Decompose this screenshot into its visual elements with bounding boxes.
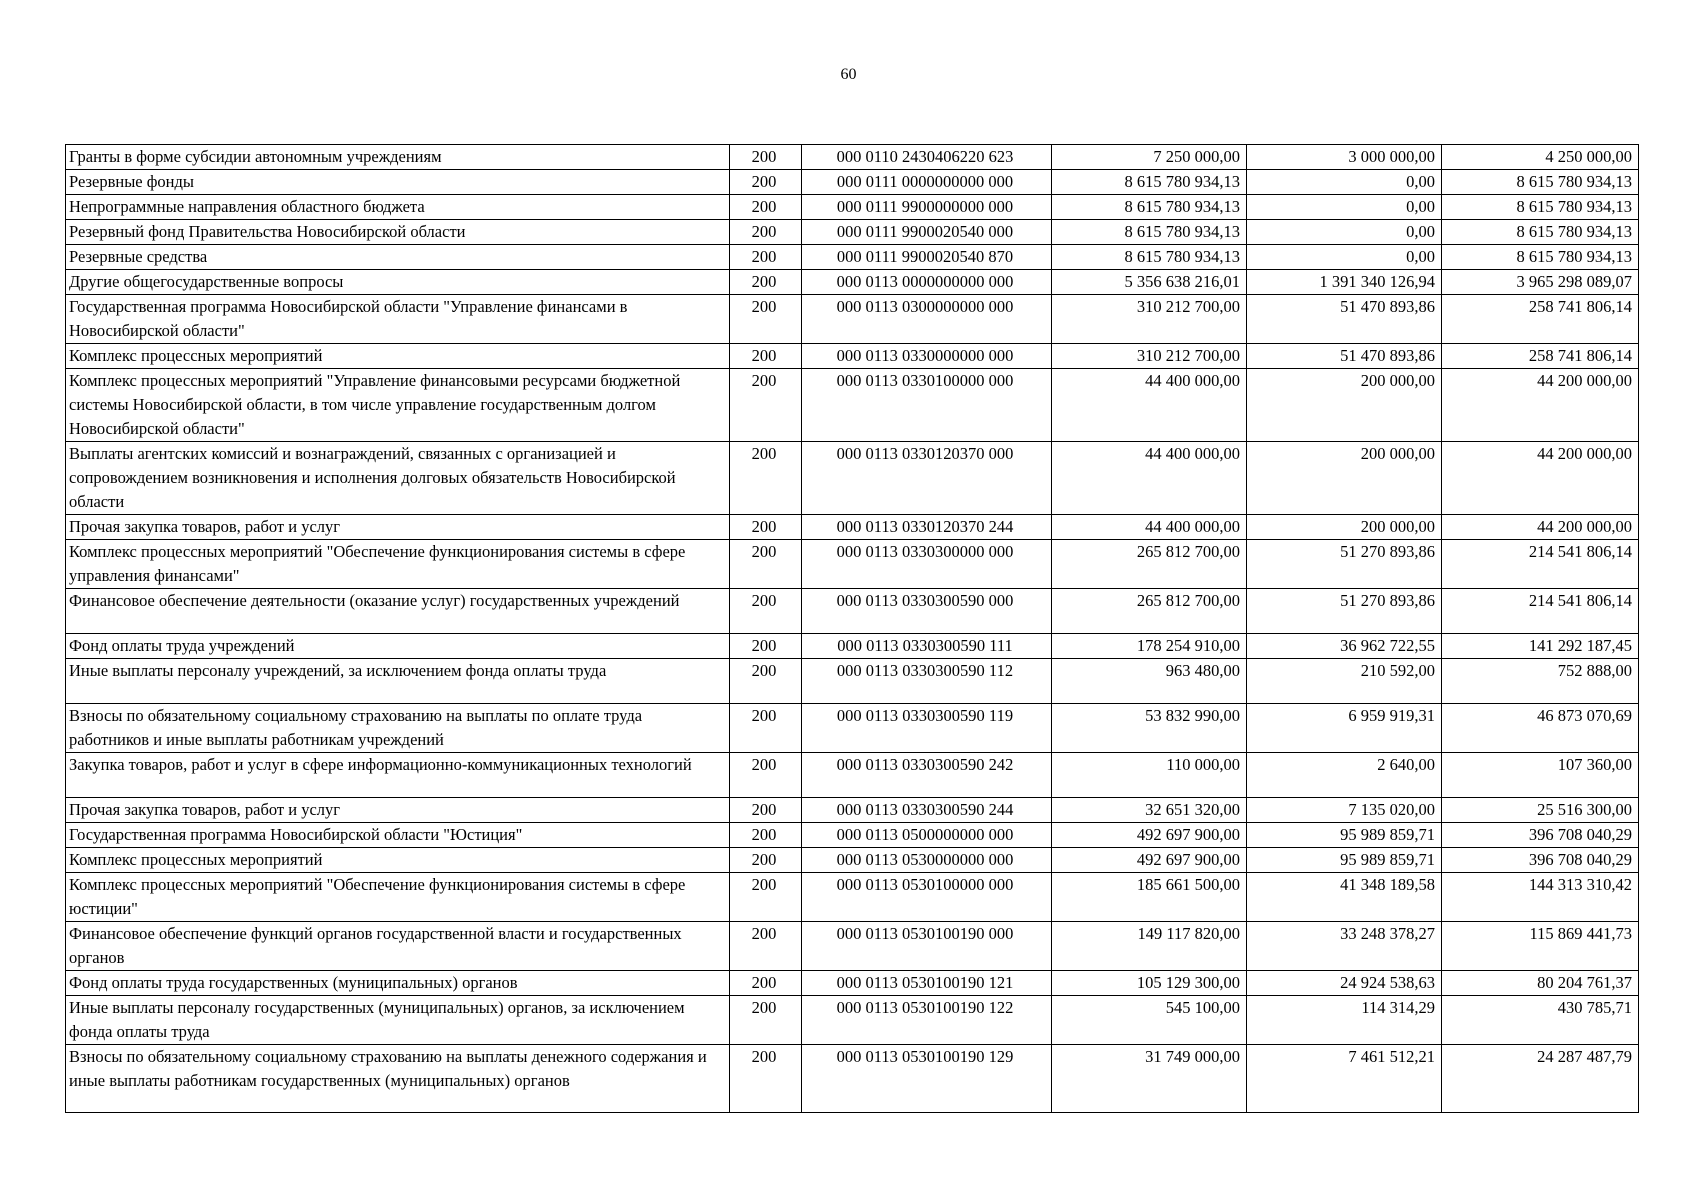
row-code-cell: 200 — [730, 873, 802, 922]
row-code-cell: 200 — [730, 823, 802, 848]
row-approved-cell: 310 212 700,00 — [1052, 295, 1247, 344]
row-remaining-cell: 80 204 761,37 — [1442, 971, 1639, 996]
row-code-cell: 200 — [730, 195, 802, 220]
row-name-cell: Гранты в форме субсидии автономным учреждениям — [66, 145, 730, 170]
row-approved-cell: 265 812 700,00 — [1052, 589, 1247, 634]
row-approved-cell: 8 615 780 934,13 — [1052, 245, 1247, 270]
row-classification-cell: 000 0111 9900000000 000 — [802, 195, 1052, 220]
row-remaining-cell: 258 741 806,14 — [1442, 344, 1639, 369]
row-remaining-cell: 396 708 040,29 — [1442, 823, 1639, 848]
row-remaining-cell: 752 888,00 — [1442, 659, 1639, 704]
table-row — [66, 704, 1639, 753]
row-code-cell: 200 — [730, 798, 802, 823]
row-classification-cell: 000 0113 0530100190 121 — [802, 971, 1052, 996]
row-code-cell: 200 — [730, 540, 802, 589]
row-executed-cell: 7 135 020,00 — [1247, 798, 1442, 823]
row-classification-cell: 000 0113 0330120370 244 — [802, 515, 1052, 540]
row-name-cell: Прочая закупка товаров, работ и услуг — [66, 798, 730, 823]
table-row — [66, 220, 1639, 245]
table-row — [66, 515, 1639, 540]
row-approved-cell: 178 254 910,00 — [1052, 634, 1247, 659]
row-classification-cell: 000 0113 0330000000 000 — [802, 344, 1052, 369]
row-executed-cell: 3 000 000,00 — [1247, 145, 1442, 170]
table-row — [66, 848, 1639, 873]
row-code-cell: 200 — [730, 515, 802, 540]
table-row — [66, 270, 1639, 295]
table-row — [66, 659, 1639, 704]
row-approved-cell: 8 615 780 934,13 — [1052, 195, 1247, 220]
row-classification-cell: 000 0113 0330300590 112 — [802, 659, 1052, 704]
row-approved-cell: 105 129 300,00 — [1052, 971, 1247, 996]
row-remaining-cell: 8 615 780 934,13 — [1442, 245, 1639, 270]
row-executed-cell: 6 959 919,31 — [1247, 704, 1442, 753]
row-executed-cell: 200 000,00 — [1247, 515, 1442, 540]
row-name-cell: Комплекс процессных мероприятий "Обеспечение функционирования системы в сфере управления финансами" — [66, 540, 730, 589]
row-name-cell: Закупка товаров, работ и услуг в сфере информационно-коммуникационных технологий — [66, 753, 730, 798]
row-code-cell: 200 — [730, 996, 802, 1045]
budget-table-body — [66, 145, 1639, 1113]
row-code-cell: 200 — [730, 442, 802, 515]
row-name-cell: Резервный фонд Правительства Новосибирской области — [66, 220, 730, 245]
row-classification-cell: 000 0111 9900020540 000 — [802, 220, 1052, 245]
row-name-cell: Взносы по обязательному социальному страхованию на выплаты денежного содержания и иные выплаты работникам государственных (муниципальных) органов — [66, 1045, 730, 1113]
row-classification-cell: 000 0113 0530100000 000 — [802, 873, 1052, 922]
table-row — [66, 295, 1639, 344]
row-name-cell: Финансовое обеспечение деятельности (оказание услуг) государственных учреждений — [66, 589, 730, 634]
row-code-cell: 200 — [730, 753, 802, 798]
row-approved-cell: 44 400 000,00 — [1052, 369, 1247, 442]
row-code-cell: 200 — [730, 704, 802, 753]
row-remaining-cell: 44 200 000,00 — [1442, 515, 1639, 540]
row-classification-cell: 000 0113 0530100190 000 — [802, 922, 1052, 971]
row-name-cell: Государственная программа Новосибирской области "Управление финансами в Новосибирской области" — [66, 295, 730, 344]
row-classification-cell: 000 0113 0330300000 000 — [802, 540, 1052, 589]
row-remaining-cell: 8 615 780 934,13 — [1442, 195, 1639, 220]
row-code-cell: 200 — [730, 369, 802, 442]
row-executed-cell: 0,00 — [1247, 195, 1442, 220]
row-approved-cell: 265 812 700,00 — [1052, 540, 1247, 589]
row-classification-cell: 000 0110 2430406220 623 — [802, 145, 1052, 170]
row-remaining-cell: 396 708 040,29 — [1442, 848, 1639, 873]
row-approved-cell: 8 615 780 934,13 — [1052, 220, 1247, 245]
table-row — [66, 753, 1639, 798]
row-remaining-cell: 46 873 070,69 — [1442, 704, 1639, 753]
table-row — [66, 823, 1639, 848]
row-executed-cell: 210 592,00 — [1247, 659, 1442, 704]
row-approved-cell: 31 749 000,00 — [1052, 1045, 1247, 1113]
row-classification-cell: 000 0113 0330300590 111 — [802, 634, 1052, 659]
row-approved-cell: 32 651 320,00 — [1052, 798, 1247, 823]
row-approved-cell: 5 356 638 216,01 — [1052, 270, 1247, 295]
row-executed-cell: 2 640,00 — [1247, 753, 1442, 798]
row-name-cell: Резервные фонды — [66, 170, 730, 195]
row-remaining-cell: 141 292 187,45 — [1442, 634, 1639, 659]
row-classification-cell: 000 0113 0530100190 129 — [802, 1045, 1052, 1113]
row-classification-cell: 000 0113 0000000000 000 — [802, 270, 1052, 295]
row-executed-cell: 0,00 — [1247, 170, 1442, 195]
row-name-cell: Комплекс процессных мероприятий "Управление финансовыми ресурсами бюджетной системы Новосибирской области, в том числе управление государственным долгом Новосибирской области" — [66, 369, 730, 442]
row-executed-cell: 1 391 340 126,94 — [1247, 270, 1442, 295]
row-remaining-cell: 430 785,71 — [1442, 996, 1639, 1045]
row-classification-cell: 000 0113 0330300590 244 — [802, 798, 1052, 823]
row-classification-cell: 000 0113 0300000000 000 — [802, 295, 1052, 344]
row-executed-cell: 41 348 189,58 — [1247, 873, 1442, 922]
row-executed-cell: 7 461 512,21 — [1247, 1045, 1442, 1113]
row-code-cell: 200 — [730, 659, 802, 704]
budget-table — [65, 144, 1639, 1113]
row-remaining-cell: 25 516 300,00 — [1442, 798, 1639, 823]
row-executed-cell: 51 470 893,86 — [1247, 295, 1442, 344]
row-code-cell: 200 — [730, 344, 802, 369]
row-name-cell: Прочая закупка товаров, работ и услуг — [66, 515, 730, 540]
row-remaining-cell: 8 615 780 934,13 — [1442, 170, 1639, 195]
table-row — [66, 369, 1639, 442]
table-row — [66, 1045, 1639, 1113]
row-executed-cell: 200 000,00 — [1247, 369, 1442, 442]
row-remaining-cell: 8 615 780 934,13 — [1442, 220, 1639, 245]
row-executed-cell: 24 924 538,63 — [1247, 971, 1442, 996]
row-remaining-cell: 4 250 000,00 — [1442, 145, 1639, 170]
row-code-cell: 200 — [730, 245, 802, 270]
row-code-cell: 200 — [730, 848, 802, 873]
row-classification-cell: 000 0113 0330120370 000 — [802, 442, 1052, 515]
row-remaining-cell: 214 541 806,14 — [1442, 540, 1639, 589]
row-executed-cell: 51 270 893,86 — [1247, 589, 1442, 634]
row-approved-cell: 53 832 990,00 — [1052, 704, 1247, 753]
row-remaining-cell: 44 200 000,00 — [1442, 442, 1639, 515]
row-remaining-cell: 214 541 806,14 — [1442, 589, 1639, 634]
row-code-cell: 200 — [730, 634, 802, 659]
row-approved-cell: 44 400 000,00 — [1052, 515, 1247, 540]
row-classification-cell: 000 0113 0500000000 000 — [802, 823, 1052, 848]
row-approved-cell: 545 100,00 — [1052, 996, 1247, 1045]
row-name-cell: Комплекс процессных мероприятий "Обеспечение функционирования системы в сфере юстиции" — [66, 873, 730, 922]
row-name-cell: Другие общегосударственные вопросы — [66, 270, 730, 295]
row-name-cell: Иные выплаты персоналу государственных (муниципальных) органов, за исключением фонда оплаты труда — [66, 996, 730, 1045]
row-approved-cell: 185 661 500,00 — [1052, 873, 1247, 922]
row-remaining-cell: 144 313 310,42 — [1442, 873, 1639, 922]
row-approved-cell: 149 117 820,00 — [1052, 922, 1247, 971]
row-executed-cell: 51 270 893,86 — [1247, 540, 1442, 589]
row-classification-cell: 000 0111 9900020540 870 — [802, 245, 1052, 270]
table-row — [66, 971, 1639, 996]
row-executed-cell: 0,00 — [1247, 245, 1442, 270]
row-name-cell: Резервные средства — [66, 245, 730, 270]
row-remaining-cell: 258 741 806,14 — [1442, 295, 1639, 344]
row-name-cell: Непрограммные направления областного бюджета — [66, 195, 730, 220]
row-approved-cell: 7 250 000,00 — [1052, 145, 1247, 170]
table-row — [66, 195, 1639, 220]
row-classification-cell: 000 0113 0330300590 119 — [802, 704, 1052, 753]
table-row — [66, 589, 1639, 634]
table-row — [66, 873, 1639, 922]
row-code-cell: 200 — [730, 589, 802, 634]
row-code-cell: 200 — [730, 220, 802, 245]
row-name-cell: Финансовое обеспечение функций органов государственной власти и государственных органов — [66, 922, 730, 971]
row-remaining-cell: 107 360,00 — [1442, 753, 1639, 798]
row-name-cell: Фонд оплаты труда учреждений — [66, 634, 730, 659]
row-approved-cell: 110 000,00 — [1052, 753, 1247, 798]
row-executed-cell: 51 470 893,86 — [1247, 344, 1442, 369]
row-code-cell: 200 — [730, 145, 802, 170]
row-approved-cell: 44 400 000,00 — [1052, 442, 1247, 515]
row-executed-cell: 114 314,29 — [1247, 996, 1442, 1045]
row-code-cell: 200 — [730, 922, 802, 971]
row-code-cell: 200 — [730, 295, 802, 344]
row-executed-cell: 33 248 378,27 — [1247, 922, 1442, 971]
row-executed-cell: 0,00 — [1247, 220, 1442, 245]
table-row — [66, 170, 1639, 195]
table-row — [66, 922, 1639, 971]
row-name-cell: Фонд оплаты труда государственных (муниципальных) органов — [66, 971, 730, 996]
table-row — [66, 996, 1639, 1045]
row-classification-cell: 000 0113 0530000000 000 — [802, 848, 1052, 873]
row-code-cell: 200 — [730, 170, 802, 195]
row-name-cell: Иные выплаты персоналу учреждений, за исключением фонда оплаты труда — [66, 659, 730, 704]
row-classification-cell: 000 0113 0330300590 242 — [802, 753, 1052, 798]
row-code-cell: 200 — [730, 270, 802, 295]
row-remaining-cell: 3 965 298 089,07 — [1442, 270, 1639, 295]
row-executed-cell: 200 000,00 — [1247, 442, 1442, 515]
row-approved-cell: 963 480,00 — [1052, 659, 1247, 704]
row-approved-cell: 310 212 700,00 — [1052, 344, 1247, 369]
table-row — [66, 540, 1639, 589]
row-name-cell: Комплекс процессных мероприятий — [66, 848, 730, 873]
page-number: 60 — [840, 66, 857, 83]
row-name-cell: Государственная программа Новосибирской области "Юстиция" — [66, 823, 730, 848]
table-row — [66, 245, 1639, 270]
row-classification-cell: 000 0113 0330100000 000 — [802, 369, 1052, 442]
row-classification-cell: 000 0111 0000000000 000 — [802, 170, 1052, 195]
row-remaining-cell: 24 287 487,79 — [1442, 1045, 1639, 1113]
row-approved-cell: 492 697 900,00 — [1052, 848, 1247, 873]
row-name-cell: Комплекс процессных мероприятий — [66, 344, 730, 369]
table-row — [66, 634, 1639, 659]
row-approved-cell: 8 615 780 934,13 — [1052, 170, 1247, 195]
row-executed-cell: 95 989 859,71 — [1247, 823, 1442, 848]
row-code-cell: 200 — [730, 971, 802, 996]
row-remaining-cell: 44 200 000,00 — [1442, 369, 1639, 442]
row-remaining-cell: 115 869 441,73 — [1442, 922, 1639, 971]
row-executed-cell: 95 989 859,71 — [1247, 848, 1442, 873]
row-executed-cell: 36 962 722,55 — [1247, 634, 1442, 659]
row-name-cell: Взносы по обязательному социальному страхованию на выплаты по оплате труда работников и иные выплаты работникам учреждений — [66, 704, 730, 753]
row-code-cell: 200 — [730, 1045, 802, 1113]
row-approved-cell: 492 697 900,00 — [1052, 823, 1247, 848]
table-row — [66, 798, 1639, 823]
table-row — [66, 344, 1639, 369]
row-classification-cell: 000 0113 0330300590 000 — [802, 589, 1052, 634]
table-row — [66, 145, 1639, 170]
row-name-cell: Выплаты агентских комиссий и вознаграждений, связанных с организацией и сопровождением возникновения и исполнения долговых обязательств Новосибирской области — [66, 442, 730, 515]
row-classification-cell: 000 0113 0530100190 122 — [802, 996, 1052, 1045]
table-row — [66, 442, 1639, 515]
